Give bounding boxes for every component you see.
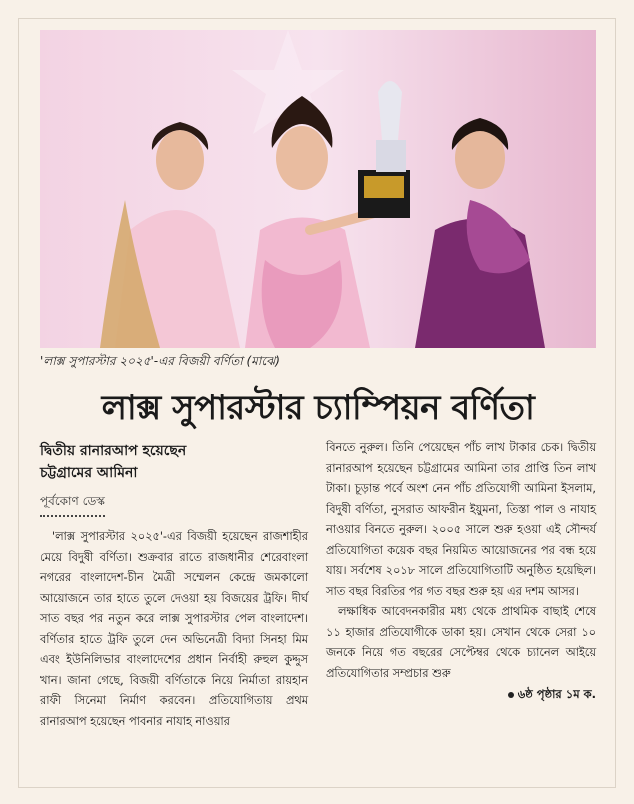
photo-caption: 'লাক্স সুপারস্টার ২০২৫'-এর বিজয়ী বর্ণিতা (মাঝে) bbox=[40, 354, 280, 368]
headline: লাক্স সুপারস্টার চ্যাম্পিয়ন বর্ণিতা bbox=[101, 388, 535, 428]
winners-photo-illustration bbox=[40, 30, 596, 348]
subheadline-line-1: দ্বিতীয় রানারআপ হয়েছেন bbox=[40, 443, 187, 459]
bullet-icon bbox=[508, 692, 514, 698]
subheadline bbox=[40, 440, 308, 484]
subheadline-line-2: চট্টগ্রামের আমিনা bbox=[40, 465, 138, 481]
article-column-right bbox=[326, 438, 596, 778]
article-body-left bbox=[40, 527, 308, 732]
winners-photo bbox=[40, 30, 596, 348]
byline: পূর্বকোণ ডেস্ক bbox=[40, 493, 105, 517]
article-body-right bbox=[326, 438, 596, 684]
jump-label: ৬ষ্ঠ পৃষ্ঠার ১ম ক. bbox=[517, 687, 596, 701]
paragraph: বিনতে নুরুল। তিনি পেয়েছেন পাঁচ লাখ টাকার চেক। দ্বিতীয় রানারআপ হয়েছেন চট্টগ্রামের আমিনা তার প্রাপ্তি তিন লাখ টাকা। চূড়ান্ত পর্বে অংশ নেন পাঁচ প্রতিযোগী আমিনা ইসলাম, বিদুষী বর্ণিতা, নুসরাত আফরীন ইয়ুমনা, তিস্তা পাল ও নাযাহ নাওয়ার বিনতে নুরুল। ২০০৫ সালে শুরু হওয়া এই সৌন্দর্য প্রতিযোগিতা কয়েক বছর নিয়মিত আয়োজনের পর বন্ধ হয়ে যায়। সর্বশেষ ২০১৮ সালে প্রতিযোগিতাটি অনুষ্ঠিত হয়েছিল। সাত বছর বিরতির পর গত বছর শুরু হয় এর দশম আসর। bbox=[326, 441, 596, 598]
paragraph: 'লাক্স সুপারস্টার ২০২৫'-এর বিজয়ী হয়েছেন রাজশাহীর মেয়ে বিদুষী বর্ণিতা। শুক্রবার রাতে রাজধানীর শেরেবাংলা নগরের বাংলাদেশ-চীন মৈত্রী সম্মেলন কেন্দ্রে জমকালো আয়োজনে তার হাতে তুলে দেওয়া হয় বিজয়ের ট্রফি। দীর্ঘ সাত বছর পর নতুন করে লাক্স সুপারস্টার পেল বাংলাদেশ। বর্ণিতার হাতে ট্রফি তুলে দেন অভিনেত্রী বিদ্যা সিনহা মিম এবং ইউনিলিভার বাংলাদেশের প্রধান নির্বাহী রুহুল কুদ্দুস খান। জানা গেছে, বিজয়ী বর্ণিতাকে নিয়ে নির্মাতা রায়হান রাফী সিনেমা নির্মাণ করবেন। প্রতিযোগিতায় প্রথম রানারআপ হয়েছেন পাবনার নাযাহ নাওয়ার bbox=[40, 530, 308, 728]
continued-on-page bbox=[326, 686, 596, 705]
paragraph: লক্ষাধিক আবেদনকারীর মধ্য থেকে প্রাথমিক বাছাই শেষে ১১ হাজার প্রতিযোগীকে ডাকা হয়। সেখান থেকে সেরা ১০ জনকে নিয়ে গত বছরের সেপ্টেম্বর থেকে চ্যানেল আইয়ে প্রতিযোগিতার সম্প্রচার শুরু bbox=[326, 605, 596, 680]
article-column-left bbox=[40, 438, 308, 778]
